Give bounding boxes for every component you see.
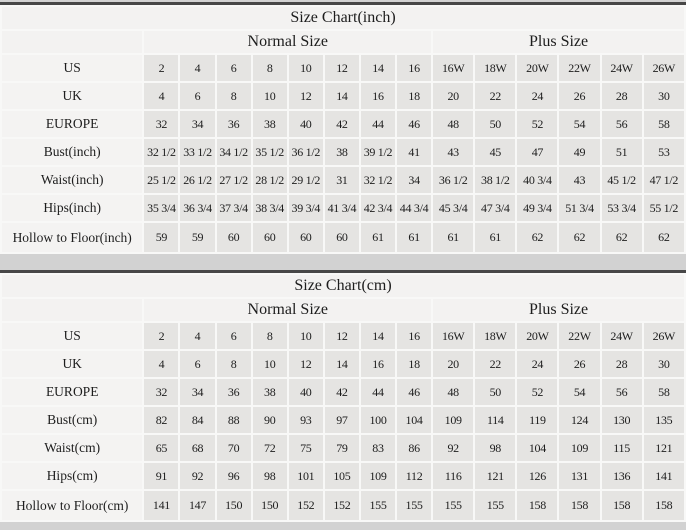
size-cell: 58 — [644, 379, 684, 405]
size-cell: 26W — [644, 55, 684, 81]
size-cell: 86 — [397, 435, 431, 461]
size-cell: 109 — [433, 407, 473, 433]
size-cell: 88 — [217, 407, 251, 433]
size-cell: 152 — [325, 491, 359, 520]
size-cell: 59 — [144, 223, 178, 252]
size-cell: 10 — [289, 55, 323, 81]
size-cell: 141 — [144, 491, 178, 520]
size-chart-cm-section — [0, 270, 686, 522]
size-cell: 32 — [144, 379, 178, 405]
size-cell: 121 — [475, 463, 515, 489]
size-cell: 119 — [517, 407, 557, 433]
size-cell: 45 3/4 — [433, 195, 473, 221]
size-cell: 28 1/2 — [253, 167, 287, 193]
size-cell: 47 1/2 — [644, 167, 684, 193]
size-cell: 115 — [602, 435, 642, 461]
size-cell: 60 — [289, 223, 323, 252]
size-cell: 35 1/2 — [253, 139, 287, 165]
size-cell: 112 — [397, 463, 431, 489]
size-cell: 43 — [559, 167, 599, 193]
size-cell: 109 — [559, 435, 599, 461]
size-cell: 10 — [289, 323, 323, 349]
table-row — [2, 223, 684, 252]
table-row — [2, 55, 684, 81]
size-cell: 91 — [144, 463, 178, 489]
size-cell: 93 — [289, 407, 323, 433]
size-cell: 4 — [144, 351, 178, 377]
size-cell: 6 — [217, 55, 251, 81]
size-cell: 36 1/2 — [289, 139, 323, 165]
size-cell: 84 — [180, 407, 214, 433]
size-cell: 53 3/4 — [602, 195, 642, 221]
size-cell: 20 — [433, 83, 473, 109]
size-cell: 32 1/2 — [144, 139, 178, 165]
row-label: EUROPE — [2, 379, 142, 405]
size-cell: 8 — [217, 351, 251, 377]
size-cell: 126 — [517, 463, 557, 489]
corner-cell — [2, 299, 142, 321]
size-cell: 155 — [361, 491, 395, 520]
size-cell: 51 3/4 — [559, 195, 599, 221]
size-cell: 26W — [644, 323, 684, 349]
size-cell: 34 1/2 — [217, 139, 251, 165]
size-cell: 104 — [397, 407, 431, 433]
size-cell: 62 — [602, 223, 642, 252]
size-cell: 61 — [433, 223, 473, 252]
table-title: Size Chart(inch) — [2, 7, 684, 29]
size-cell: 29 1/2 — [289, 167, 323, 193]
size-cell: 39 1/2 — [361, 139, 395, 165]
size-cell: 4 — [180, 323, 214, 349]
size-cell: 90 — [253, 407, 287, 433]
size-cell: 31 — [325, 167, 359, 193]
size-cell: 92 — [433, 435, 473, 461]
corner-cell — [2, 31, 142, 53]
size-cell: 6 — [180, 351, 214, 377]
size-cell: 75 — [289, 435, 323, 461]
size-cell: 10 — [253, 83, 287, 109]
size-cell: 20W — [517, 323, 557, 349]
size-table — [0, 2, 686, 254]
size-cell: 16 — [361, 83, 395, 109]
size-cell: 60 — [217, 223, 251, 252]
size-cell: 26 1/2 — [180, 167, 214, 193]
row-label: Bust(inch) — [2, 139, 142, 165]
size-cell: 44 — [361, 379, 395, 405]
table-row — [2, 351, 684, 377]
size-cell: 105 — [325, 463, 359, 489]
size-cell: 8 — [253, 323, 287, 349]
size-cell: 48 — [433, 379, 473, 405]
row-label: UK — [2, 351, 142, 377]
size-cell: 28 — [602, 351, 642, 377]
size-cell: 51 — [602, 139, 642, 165]
row-label: Hollow to Floor(inch) — [2, 223, 142, 252]
size-cell: 46 — [397, 111, 431, 137]
size-cell: 42 — [325, 111, 359, 137]
size-cell: 50 — [475, 111, 515, 137]
size-cell: 68 — [180, 435, 214, 461]
size-cell: 12 — [289, 351, 323, 377]
size-cell: 22W — [559, 55, 599, 81]
size-cell: 38 — [253, 111, 287, 137]
size-cell: 83 — [361, 435, 395, 461]
group-header-row — [2, 299, 684, 321]
size-cell: 101 — [289, 463, 323, 489]
size-cell: 20W — [517, 55, 557, 81]
size-cell: 55 1/2 — [644, 195, 684, 221]
size-cell: 46 — [397, 379, 431, 405]
table-row — [2, 139, 684, 165]
title-row — [2, 7, 684, 29]
row-label: Hollow to Floor(cm) — [2, 491, 142, 520]
table-row — [2, 463, 684, 489]
size-cell: 131 — [559, 463, 599, 489]
size-cell: 60 — [325, 223, 359, 252]
size-cell: 16 — [361, 351, 395, 377]
size-cell: 44 — [361, 111, 395, 137]
size-cell: 34 — [180, 111, 214, 137]
size-cell: 34 — [180, 379, 214, 405]
size-cell: 6 — [180, 83, 214, 109]
size-cell: 60 — [253, 223, 287, 252]
size-cell: 150 — [217, 491, 251, 520]
size-cell: 54 — [559, 111, 599, 137]
size-cell: 10 — [253, 351, 287, 377]
size-cell: 28 — [602, 83, 642, 109]
size-cell: 14 — [325, 83, 359, 109]
size-cell: 16 — [397, 323, 431, 349]
size-cell: 155 — [433, 491, 473, 520]
size-cell: 114 — [475, 407, 515, 433]
size-cell: 52 — [517, 111, 557, 137]
size-cell: 41 — [397, 139, 431, 165]
size-cell: 26 — [559, 83, 599, 109]
size-cell: 22 — [475, 83, 515, 109]
size-cell: 6 — [217, 323, 251, 349]
size-cell: 32 1/2 — [361, 167, 395, 193]
size-cell: 121 — [644, 435, 684, 461]
size-cell: 104 — [517, 435, 557, 461]
size-cell: 22 — [475, 351, 515, 377]
size-cell: 40 — [289, 379, 323, 405]
size-cell: 158 — [559, 491, 599, 520]
size-cell: 109 — [361, 463, 395, 489]
size-cell: 24W — [602, 323, 642, 349]
size-cell: 38 — [325, 139, 359, 165]
table-row — [2, 491, 684, 520]
size-cell: 47 — [517, 139, 557, 165]
size-cell: 155 — [397, 491, 431, 520]
size-cell: 8 — [253, 55, 287, 81]
size-cell: 158 — [602, 491, 642, 520]
size-cell: 79 — [325, 435, 359, 461]
size-cell: 41 3/4 — [325, 195, 359, 221]
size-cell: 152 — [289, 491, 323, 520]
size-cell: 49 3/4 — [517, 195, 557, 221]
table-row — [2, 323, 684, 349]
group-header-plus-size: Plus Size — [433, 299, 684, 321]
size-cell: 42 — [325, 379, 359, 405]
size-cell: 34 — [397, 167, 431, 193]
size-cell: 18 — [397, 83, 431, 109]
size-cell: 56 — [602, 111, 642, 137]
group-header-row — [2, 31, 684, 53]
size-cell: 22W — [559, 323, 599, 349]
size-cell: 70 — [217, 435, 251, 461]
size-cell: 18 — [397, 351, 431, 377]
size-cell: 38 3/4 — [253, 195, 287, 221]
size-cell: 62 — [559, 223, 599, 252]
size-table — [0, 270, 686, 522]
table-row — [2, 379, 684, 405]
table-row — [2, 195, 684, 221]
row-label: Hips(cm) — [2, 463, 142, 489]
table-row — [2, 167, 684, 193]
size-cell: 92 — [180, 463, 214, 489]
title-row — [2, 275, 684, 297]
size-cell: 18W — [475, 323, 515, 349]
size-cell: 58 — [644, 111, 684, 137]
size-cell: 150 — [253, 491, 287, 520]
size-cell: 24 — [517, 351, 557, 377]
size-cell: 36 1/2 — [433, 167, 473, 193]
size-cell: 141 — [644, 463, 684, 489]
size-cell: 12 — [325, 55, 359, 81]
row-label: US — [2, 323, 142, 349]
size-cell: 25 1/2 — [144, 167, 178, 193]
table-row — [2, 407, 684, 433]
size-cell: 36 — [217, 379, 251, 405]
size-cell: 36 — [217, 111, 251, 137]
size-cell: 45 1/2 — [602, 167, 642, 193]
row-label: Waist(inch) — [2, 167, 142, 193]
size-cell: 12 — [289, 83, 323, 109]
size-cell: 40 — [289, 111, 323, 137]
row-label: UK — [2, 83, 142, 109]
size-cell: 2 — [144, 323, 178, 349]
size-cell: 62 — [517, 223, 557, 252]
size-cell: 16 — [397, 55, 431, 81]
size-cell: 50 — [475, 379, 515, 405]
size-chart-inch-section — [0, 2, 686, 254]
size-cell: 59 — [180, 223, 214, 252]
row-label: EUROPE — [2, 111, 142, 137]
row-label: Waist(cm) — [2, 435, 142, 461]
size-cell: 14 — [361, 323, 395, 349]
row-label: Bust(cm) — [2, 407, 142, 433]
size-cell: 62 — [644, 223, 684, 252]
size-cell: 53 — [644, 139, 684, 165]
size-cell: 30 — [644, 83, 684, 109]
size-cell: 20 — [433, 351, 473, 377]
size-cell: 4 — [144, 83, 178, 109]
size-cell: 4 — [180, 55, 214, 81]
size-cell: 52 — [517, 379, 557, 405]
size-cell: 61 — [475, 223, 515, 252]
group-header-plus-size: Plus Size — [433, 31, 684, 53]
size-cell: 35 3/4 — [144, 195, 178, 221]
size-cell: 2 — [144, 55, 178, 81]
size-cell: 36 3/4 — [180, 195, 214, 221]
size-cell: 32 — [144, 111, 178, 137]
size-cell: 135 — [644, 407, 684, 433]
size-cell: 39 3/4 — [289, 195, 323, 221]
size-cell: 48 — [433, 111, 473, 137]
size-cell: 54 — [559, 379, 599, 405]
size-cell: 130 — [602, 407, 642, 433]
size-cell: 98 — [475, 435, 515, 461]
size-cell: 61 — [361, 223, 395, 252]
size-cell: 96 — [217, 463, 251, 489]
size-cell: 158 — [644, 491, 684, 520]
size-cell: 27 1/2 — [217, 167, 251, 193]
size-cell: 12 — [325, 323, 359, 349]
size-cell: 47 3/4 — [475, 195, 515, 221]
table-row — [2, 435, 684, 461]
size-cell: 24W — [602, 55, 642, 81]
size-cell: 16W — [433, 55, 473, 81]
table-row — [2, 111, 684, 137]
row-label: Hips(inch) — [2, 195, 142, 221]
size-cell: 42 3/4 — [361, 195, 395, 221]
size-cell: 16W — [433, 323, 473, 349]
size-cell: 124 — [559, 407, 599, 433]
size-cell: 116 — [433, 463, 473, 489]
row-label: US — [2, 55, 142, 81]
size-cell: 147 — [180, 491, 214, 520]
size-cell: 33 1/2 — [180, 139, 214, 165]
size-cell: 61 — [397, 223, 431, 252]
size-cell: 38 1/2 — [475, 167, 515, 193]
size-cell: 98 — [253, 463, 287, 489]
size-cell: 14 — [325, 351, 359, 377]
size-cell: 44 3/4 — [397, 195, 431, 221]
size-cell: 40 3/4 — [517, 167, 557, 193]
size-cell: 26 — [559, 351, 599, 377]
size-cell: 45 — [475, 139, 515, 165]
group-header-normal-size: Normal Size — [144, 299, 431, 321]
size-cell: 97 — [325, 407, 359, 433]
size-cell: 158 — [517, 491, 557, 520]
table-row — [2, 83, 684, 109]
size-cell: 136 — [602, 463, 642, 489]
size-cell: 43 — [433, 139, 473, 165]
size-cell: 30 — [644, 351, 684, 377]
size-cell: 155 — [475, 491, 515, 520]
size-cell: 72 — [253, 435, 287, 461]
size-cell: 18W — [475, 55, 515, 81]
table-title: Size Chart(cm) — [2, 275, 684, 297]
size-cell: 37 3/4 — [217, 195, 251, 221]
size-cell: 38 — [253, 379, 287, 405]
size-cell: 49 — [559, 139, 599, 165]
size-cell: 56 — [602, 379, 642, 405]
size-cell: 100 — [361, 407, 395, 433]
size-cell: 24 — [517, 83, 557, 109]
size-cell: 8 — [217, 83, 251, 109]
size-cell: 14 — [361, 55, 395, 81]
group-header-normal-size: Normal Size — [144, 31, 431, 53]
size-cell: 65 — [144, 435, 178, 461]
size-cell: 82 — [144, 407, 178, 433]
